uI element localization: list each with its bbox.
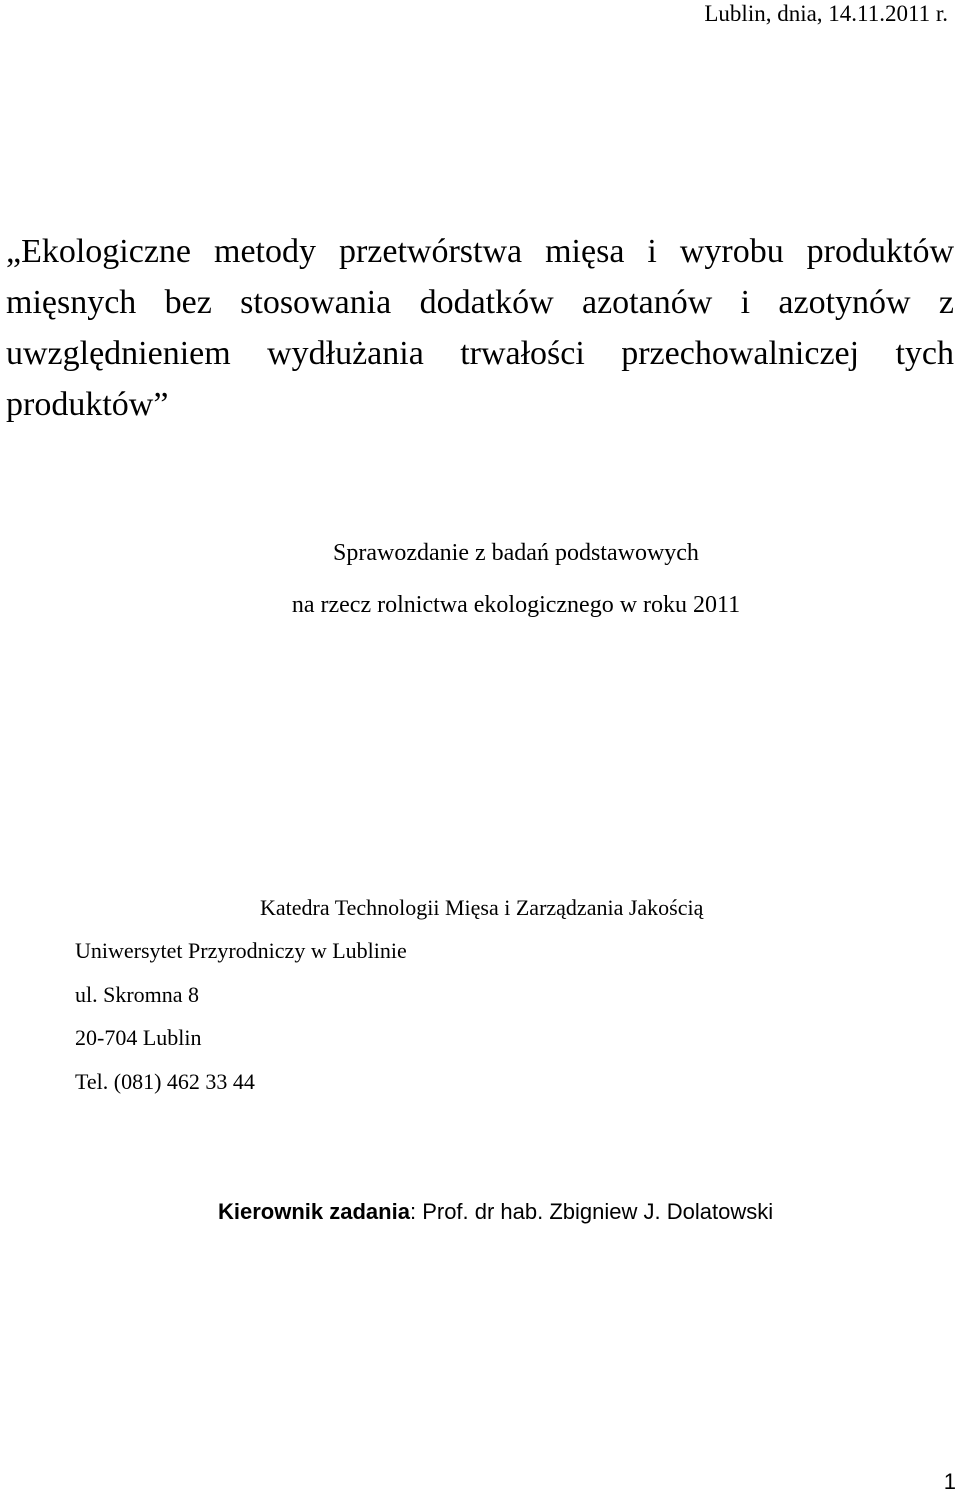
street-address: ul. Skromna 8	[75, 982, 200, 1007]
report-subtitle-line-1: Sprawozdanie z badań podstawowych	[333, 540, 699, 566]
task-leader-label: Kierownik zadania	[218, 1199, 410, 1224]
task-leader	[218, 1198, 773, 1226]
task-leader-name: Prof. dr hab. Zbigniew J. Dolatowski	[416, 1199, 774, 1224]
department-name: Katedra Technologii Mięsa i Zarządzania Jakością	[260, 895, 704, 920]
document-title: „Ekologiczne metody przetwórstwa mięsa i wyrobu produktów mięsnych bez stosowania dodatków azotanów i azotynów z uwzględnieniem wydłużania trwałości przechowalniczej tych produktów”	[6, 233, 954, 423]
university-name: Uniwersytet Przyrodniczy w Lublinie	[75, 938, 407, 963]
document-date: Lublin, dnia, 14.11.2011 r.	[704, 1, 948, 26]
phone-number: Tel. (081) 462 33 44	[75, 1069, 255, 1094]
report-subtitle-line-2: na rzecz rolnictwa ekologicznego w roku 2011	[291, 592, 741, 618]
postal-city: 20-704 Lublin	[75, 1025, 202, 1050]
page-number: 1	[943, 1469, 956, 1494]
task-leader-separator: :	[409, 1199, 417, 1224]
